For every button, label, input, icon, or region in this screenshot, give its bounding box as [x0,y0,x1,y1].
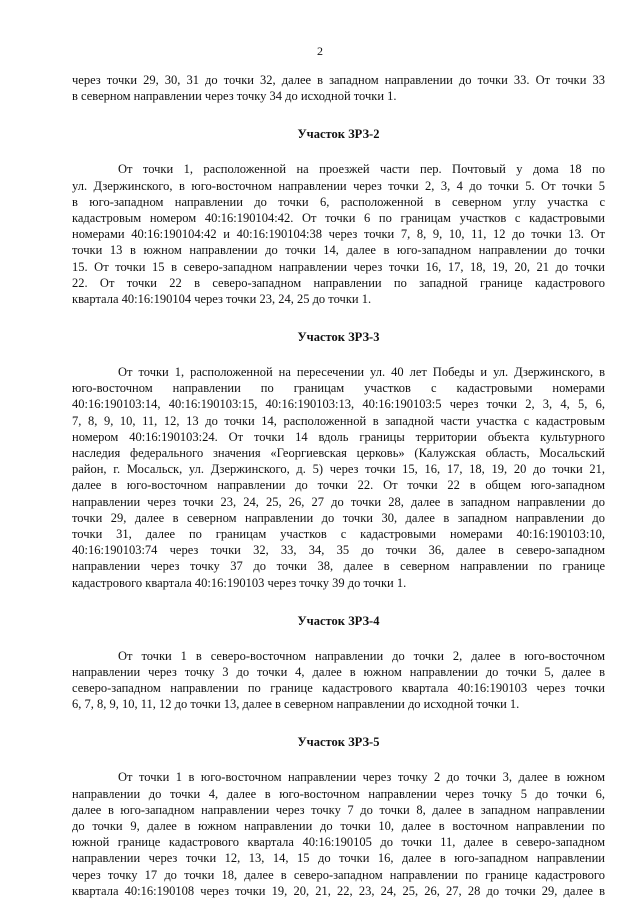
text-line: далее в юго-западном направлении через точку 7 до точки 8, далее в западном направлении [72,802,605,817]
document-body [72,72,605,899]
text-line: ул. Дзержинского, в юго-восточном направлении через точки 2, 3, 4 до точки 5. От точки 5 [72,178,605,193]
text-line: квартала 40:16:190104 через точки 23, 24, 25 до точки 1. [72,291,372,306]
section-heading-zrz-4: Участок ЗРЗ-4 [297,613,380,628]
text-line: От точки 1 в юго-восточном направлении через точку 2 до точки 3, далее в южном [118,770,605,785]
text-line: кадастровым номером 40:16:190104:42. От точки 6 по границам участков с кадастровыми [72,210,605,225]
text-line: квартала 40:16:190108 через точки 19, 20, 21, 22, 23, 24, 25, 26, 27, 28 до точки 29, далее в [72,883,605,898]
text-line: 15. От точки 15 в северо-западном направлении через точки 16, 17, 18, 19, 20, 21 до точки [72,259,605,274]
text-line: до точки 9, далее в южном направлении до точки 10, далее в восточном направлении по [72,819,605,833]
text-line: точки 13 в южном направлении до точки 14, далее в юго-западном направлении до точки [72,243,605,258]
text-line: От точки 1, расположенной на проезжей части пер. Почтовый у дома 18 по [118,162,605,177]
text-line: направлении через точки 23, 24, 25, 26, 27 до точки 28, далее в западном направлении до [72,494,605,509]
text-line: через точку 17 до точки 18, далее в северо-западном направлении по границе кадастрового [72,867,605,882]
text-line: номером 40:16:190103:24. От точки 14 вдоль границы территории объекта культурного [72,429,605,444]
section-heading-zrz-3: Участок ЗРЗ-3 [297,330,380,345]
text-line: От точки 1, расположенной на пересечении ул. 40 лет Победы и ул. Дзержинского, в [118,365,605,380]
text-line: направлении через точку 37 до точки 38, далее в северном направлении по границе [72,559,605,574]
text-line: 22. От точки 22 в северо-западном направлении по западной границе кадастрового [72,275,605,290]
section-paragraph-zrz-2 [72,161,605,307]
text-line: направлении через точку 3 до точки 4, далее в южном направлении до точки 5, далее в [72,664,605,679]
section-paragraph-zrz-4 [72,648,605,713]
section-paragraph-zrz-5 [72,769,605,899]
section-heading-zrz-5: Участок ЗРЗ-5 [297,735,380,750]
text-line: район, г. Мосальск, ул. Дзержинского, д. 5) через точки 15, 16, 17, 18, 19, 20 до точки 21, [72,462,605,477]
text-line: точки 31, далее по границам участков с кадастровыми номерами 40:16:190103:10, [72,526,605,541]
text-line: направлении до точки 4, далее в юго-восточном направлении через точку 5 до точки 6, [72,786,605,801]
text-line: наследия федерального значения «Георгиевская церковь» (Калужская область, Мосальский [72,446,605,460]
text-line: 6, 7, 8, 9, 10, 11, 12 до точки 13, далее в северном направлении до исходной точки 1. [72,697,520,712]
text-line: через точки 29, 30, 31 до точки 32, далее в западном направлении до точки 33. От точки 33 [72,73,605,87]
text-line: далее в юго-восточном направлении до точки 22. От точки 22 в общем юго-западном [72,478,605,493]
text-line: северо-западном направлении по границе кадастрового квартала 40:16:190103 через точки [72,681,605,696]
text-line: южной границе кадастрового квартала 40:16:190105 до точки 11, далее в северо-западном [72,835,605,850]
text-line: в северном направлении через точку 34 до исходной точки 1. [72,89,397,104]
text-line: кадастрового квартала 40:16:190103 через точку 39 до точки 1. [72,575,407,590]
text-line: в юго-западном направлении до точки 6, расположенной в северном углу участка с [72,194,605,209]
text-line: направлении через точки 12, 13, 14, 15 до точки 16, далее в юго-западном направлении [72,851,605,866]
page-number: 2 [317,44,323,58]
intro-paragraph [72,72,605,104]
text-line: 7, 8, 9, 10, 11, 12, 13 до точки 14, расположенной в западной части участка с кадастровым [72,413,605,428]
text-line: 40:16:190103:14, 40:16:190103:15, 40:16:190103:13, 40:16:190103:5 через точки 2, 3, 4, 5, 6, [72,397,605,412]
text-line: точки 29, далее в северном направлении до точки 30, далее в западном направлении до [72,510,605,525]
section-paragraph-zrz-3 [72,364,605,591]
text-line: От точки 1 в северо-восточном направлении до точки 2, далее в юго-восточном [118,648,605,663]
section-heading-zrz-2: Участок ЗРЗ-2 [297,127,380,142]
text-line: юго-восточном направлении по границам участков с кадастровыми номерами [72,381,605,396]
text-line: 40:16:190103:74 через точки 32, 33, 34, 35 до точки 36, далее в северо-западном [72,543,605,558]
text-line: номерами 40:16:190104:42 и 40:16:190104:38 через точки 7, 8, 9, 10, 11, 12 до точки 13. От [72,227,605,242]
